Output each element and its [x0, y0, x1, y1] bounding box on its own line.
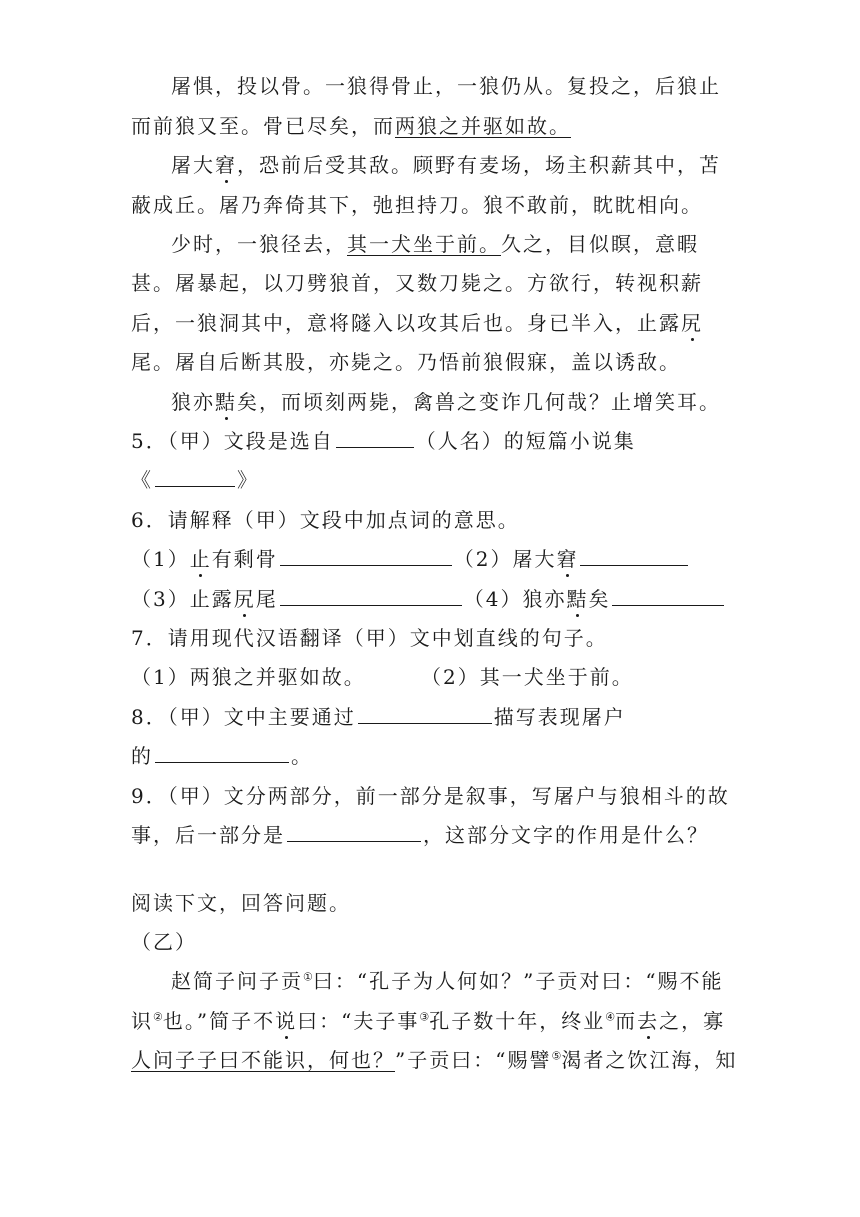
underlined-sentence-3: 人问子子曰不能识，何也？: [131, 1048, 395, 1072]
answer-blank[interactable]: [155, 744, 289, 763]
text: 少时，一狼径去，: [171, 232, 347, 256]
text: （乙）: [131, 930, 197, 954]
text: 尾: [255, 587, 278, 611]
passage-jia-p3-line3: [131, 310, 703, 336]
section-heading: [131, 890, 351, 916]
text: 狼亦: [171, 390, 215, 414]
passage-jia-p2-line1: [171, 152, 721, 178]
passage-yi-line3: [131, 1047, 737, 1073]
text: 》: [237, 468, 259, 492]
underlined-sentence-1: 两狼之并驱如故。: [395, 114, 571, 138]
underlined-sentence-2: 其一犬坐于前。: [347, 232, 501, 256]
text: （2）其一犬坐于前。: [421, 665, 634, 689]
text: 矣: [588, 587, 611, 611]
text: 。: [291, 744, 313, 768]
dotted-word: 黠: [215, 390, 237, 414]
answer-blank[interactable]: [280, 547, 452, 566]
text: （人名）的短篇小说集: [415, 429, 636, 453]
text: 识: [131, 1009, 153, 1033]
text: 蔽成丘。屠乃奔倚其下，弛担持刀。狼不敢前，眈眈相向。: [131, 193, 703, 217]
text: 屠大: [171, 153, 215, 177]
text: 渴者之饮江海，知: [561, 1048, 738, 1072]
passage-jia-p3-line2: [131, 270, 703, 296]
passage-jia-p1-line1: [171, 73, 721, 99]
text: 后，一狼洞其中，意将隧入以攻其后也。身已半入，止露: [131, 311, 681, 335]
text: 阅读下文，回答问题。: [131, 891, 351, 915]
dotted-word: 尻: [233, 587, 256, 611]
text: 《: [131, 468, 153, 492]
text: 5．（甲）文段是选自: [131, 429, 334, 453]
text: 而: [615, 1009, 638, 1033]
footnote-marker: ④: [605, 1010, 616, 1024]
footnote-marker: ①: [303, 970, 313, 984]
text: 6．请解释（甲）文段中加点词的意思。: [131, 508, 520, 532]
text: 9．（甲）文分两部分，前一部分是叙事，写屠户与狼相斗的故: [131, 784, 730, 808]
question-6-row2: [131, 586, 726, 612]
text: 的: [131, 744, 153, 768]
dotted-word: 说: [275, 1009, 298, 1033]
question-7-item2: [421, 664, 634, 690]
text: 甚。屠暴起，以刀劈狼首，又数刀毙之。方欲行，转视积薪: [131, 271, 703, 295]
passage-jia-p4-line1: [171, 389, 721, 415]
question-7-items: [131, 664, 366, 690]
text: 而前狼又至。骨已尽矣，而: [131, 114, 395, 138]
text: 7．请用现代汉语翻译（甲）文中划直线的句子。: [131, 626, 608, 650]
text: 也。”简子不: [162, 1009, 276, 1033]
text: ，恐前后受其敌。顾野有麦场，场主积薪其中，苫: [237, 153, 721, 177]
question-6-stem: [131, 507, 520, 533]
text: 赵简子问子贡: [171, 969, 303, 993]
passage-jia-p1-line2: [131, 113, 571, 139]
answer-blank[interactable]: [155, 468, 235, 487]
answer-blank[interactable]: [287, 823, 421, 842]
text: （3）止露: [131, 587, 234, 611]
answer-blank[interactable]: [336, 429, 414, 448]
passage-jia-p2-line2: [131, 192, 703, 218]
question-5-book: [131, 467, 259, 493]
question-9-line1: [131, 783, 730, 809]
text: （1）: [131, 547, 190, 571]
text: 曰：“夫子事: [297, 1009, 420, 1033]
footnote-marker: ③: [419, 1010, 430, 1024]
dotted-word: 窘: [215, 153, 237, 177]
dotted-word: 尻: [681, 311, 703, 335]
question-5: [131, 428, 636, 454]
question-6-row1: [131, 546, 690, 572]
answer-blank[interactable]: [280, 587, 462, 606]
text: 8．（甲）文中主要通过: [131, 705, 356, 729]
question-8: [131, 704, 626, 730]
text: 之，寡: [659, 1009, 726, 1033]
text: ”子贡曰：“赐譬: [395, 1048, 552, 1072]
passage-yi-line1: [171, 968, 724, 994]
passage-jia-p3-line1: [171, 231, 699, 257]
dotted-word: 黠: [566, 587, 589, 611]
question-9-line2: [131, 822, 709, 848]
text: （1）两狼之并驱如故。: [131, 665, 366, 689]
dotted-word: 止: [189, 547, 212, 571]
text: 矣，而顷刻两毙，禽兽之变诈几何哉？止增笑耳。: [237, 390, 721, 414]
text: ，这部分文字的作用是什么？: [423, 823, 709, 847]
answer-blank[interactable]: [612, 587, 724, 606]
text: 久之，目似瞑，意暇: [501, 232, 699, 256]
answer-blank[interactable]: [358, 705, 492, 724]
text: 描写表现屠户: [493, 705, 626, 729]
text: 尾。屠自后断其股，亦毙之。乃悟前狼假寐，盖以诱敌。: [131, 350, 681, 374]
question-8-cont: [131, 743, 313, 769]
text: 孔子数十年，终业: [429, 1009, 606, 1033]
text: 曰：“孔子为人何如？”子贡对曰：“赐不能: [312, 969, 724, 993]
passage-yi-line2: [131, 1008, 725, 1034]
answer-blank[interactable]: [580, 547, 688, 566]
text: （2）屠大: [453, 547, 557, 571]
section-label-yi: [131, 929, 197, 955]
question-7-stem: [131, 625, 608, 651]
dotted-word: 窘: [556, 547, 579, 571]
footnote-marker: ②: [153, 1010, 163, 1024]
text: 有剩骨: [211, 547, 278, 571]
text: （4）狼亦: [463, 587, 567, 611]
text: 屠惧，投以骨。一狼得骨止，一狼仍从。复投之，后狼止: [171, 74, 721, 98]
passage-jia-p3-line4: [131, 349, 681, 375]
dotted-word: 去: [637, 1009, 660, 1033]
footnote-marker: ⑤: [551, 1049, 562, 1063]
text: 事，后一部分是: [131, 823, 285, 847]
